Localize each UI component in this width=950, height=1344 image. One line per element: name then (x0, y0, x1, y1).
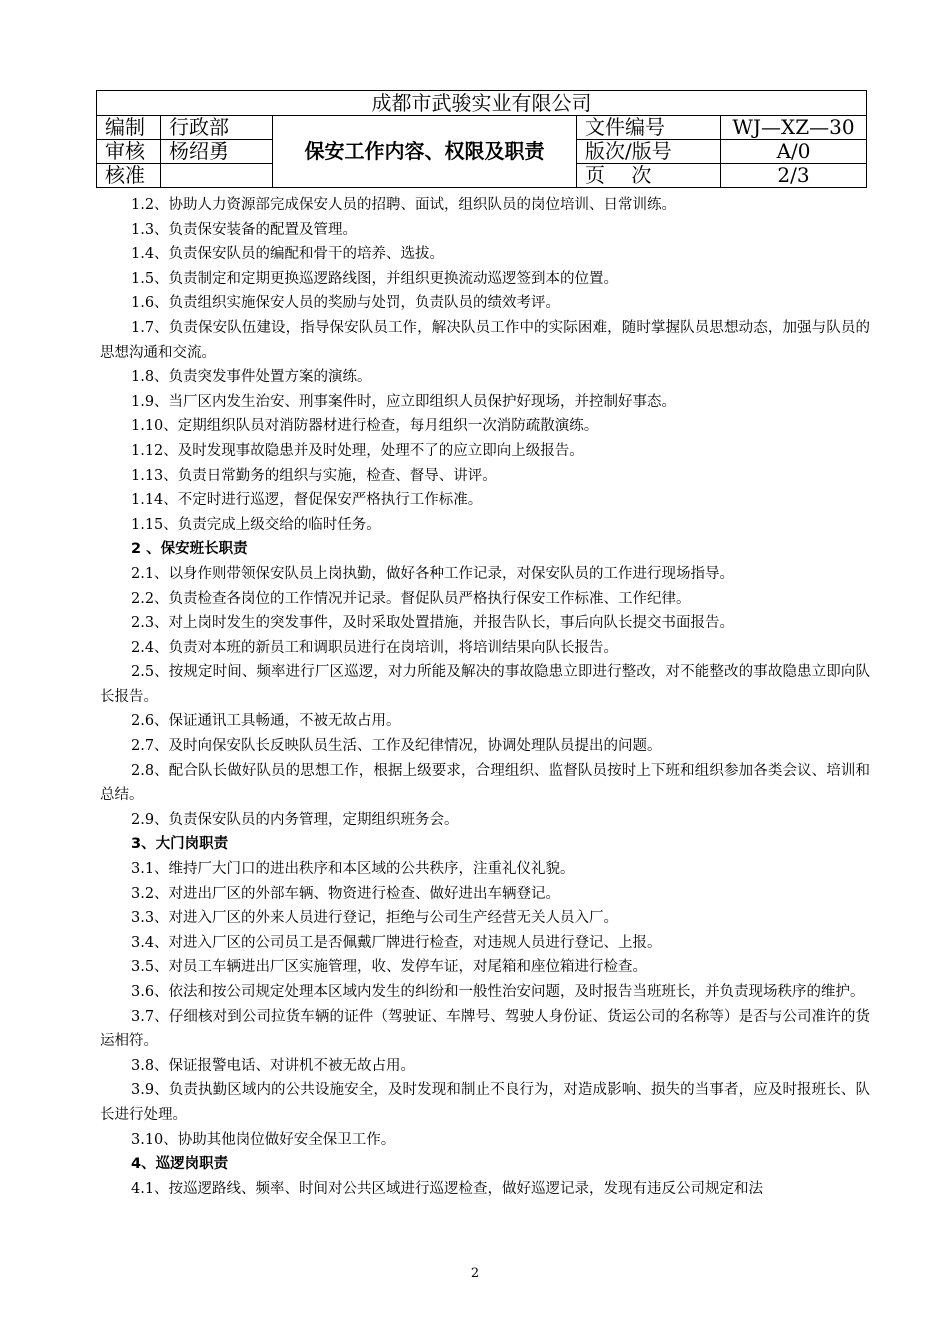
label-page: 页 次 (577, 164, 721, 188)
duty-item: 3.9、负责执勤区域内的公共设施安全，及时发现和制止不良行为，对造成影响、损失的当事者，应及时报班长、队长进行处理。 (100, 1082, 870, 1123)
duty-item: 1.8、负责突发事件处置方案的演练。 (131, 369, 372, 386)
duty-item: 2.1、以身作则带领保安队员上岗执勤，做好各种工作记录，对保安队员的工作进行现场指导。 (131, 565, 735, 582)
duty-item: 1.5、负责制定和定期更换巡逻路线图，并组织更换流动巡逻签到本的位置。 (131, 270, 619, 287)
duty-item: 3.4、对进入厂区的公司员工是否佩戴厂牌进行检查，对违规人员进行登记、上报。 (131, 934, 662, 951)
duty-item: 2.2、负责检查各岗位的工作情况并记录。督促队员严格执行保安工作标准、工作纪律。 (131, 590, 691, 607)
duty-item: 4.1、按巡逻路线、频率、时间对公共区域进行巡逻检查，做好巡逻记录，发现有违反公司规定和法 (131, 1180, 764, 1197)
duty-item: 1.7、负责保安队伍建设，指导保安队员工作，解决队员工作中的实际困难，随时掌握队员思想动态，加强与队员的思想沟通和交流。 (100, 319, 870, 361)
duty-item: 3.1、维持厂大门口的进出秩序和本区域的公共秩序，注重礼仪礼貌。 (131, 861, 575, 878)
document-body (100, 193, 870, 1201)
company-name: 成都市武骏实业有限公司 (97, 91, 867, 116)
duty-item: 2.3、对上岗时发生的突发事件，及时采取处置措施，并报告队长，事后向队长提交书面报告。 (131, 615, 735, 632)
duty-item: 1.14、不定时进行巡逻，督促保安严格执行工作标准。 (131, 492, 483, 509)
duty-item: 2.6、保证通讯工具畅通，不被无故占用。 (131, 713, 401, 730)
duty-item: 3.6、依法和按公司规定处理本区域内发生的纠纷和一般性治安问题，及时报告当班班长，并负责现场秩序的维护。 (131, 984, 865, 1000)
duty-item: 1.13、负责日常勤务的组织与实施，检查、督导、讲评。 (131, 467, 497, 484)
duty-item: 3.7、仔细核对到公司拉货车辆的证件（驾驶证、车牌号、驾驶人身份证、货运公司的名称等）是否与公司准许的货运相符。 (100, 1008, 870, 1050)
duty-item: 1.12、及时发现事故隐患并及时处理，处理不了的应立即向上级报告。 (131, 442, 584, 459)
label-version: 版次/版号 (577, 140, 721, 164)
duty-item: 2.7、及时向保安队长反映队员生活、工作及纪律情况，协调处理队员提出的问题。 (131, 738, 662, 755)
document-title: 保安工作内容、权限及职责 (273, 116, 577, 188)
duty-item: 1.15、负责完成上级交给的临时任务。 (131, 516, 381, 533)
duty-item: 1.6、负责组织实施保安人员的奖励与处罚，负责队员的绩效考评。 (131, 295, 561, 312)
duty-item: 1.4、负责保安队员的编配和骨干的培养、选拔。 (131, 246, 445, 263)
label-prepared-by: 编制 (97, 116, 161, 140)
duty-item: 1.2、协助人力资源部完成保安人员的招聘、面试，组织队员的岗位培训、日常训练。 (131, 197, 677, 213)
value-document-number: WJ—XZ—30 (721, 116, 867, 140)
label-document-number: 文件编号 (577, 116, 721, 140)
value-page: 2/3 (721, 164, 867, 188)
duty-item: 1.9、当厂区内发生治安、刑事案件时，应立即组织人员保护好现场，并控制好事态。 (131, 393, 677, 410)
value-prepared-by: 行政部 (161, 116, 273, 140)
document-header-table (96, 90, 867, 188)
duty-item: 3.3、对进入厂区的外来人员进行登记，拒绝与公司生产经营无关人员入厂。 (131, 910, 619, 927)
duty-item: 2.4、负责对本班的新员工和调职员进行在岗培训，将培训结果向队长报告。 (131, 639, 619, 656)
duty-item: 1.10、定期组织队员对消防器材进行检查，每月组织一次消防疏散演练。 (131, 418, 599, 435)
label-reviewed-by: 审核 (97, 140, 161, 164)
duty-item: 3.10、协助其他岗位做好安全保卫工作。 (131, 1131, 396, 1148)
section-heading: 3、大门岗职责 (131, 836, 229, 853)
value-reviewed-by: 杨绍勇 (161, 140, 273, 164)
value-version: A/0 (721, 140, 867, 164)
duty-item: 3.2、对进出厂区的外部车辆、物资进行检查、做好进出车辆登记。 (131, 885, 561, 902)
duty-item: 3.5、对员工车辆进出厂区实施管理，收、发停车证，对尾箱和座位箱进行检查。 (131, 959, 648, 976)
duty-item: 2.5、按规定时间、频率进行厂区巡逻，对力所能及解决的事故隐患立即进行整改，对不能整改的事故隐患立即向队长报告。 (100, 664, 870, 705)
value-approved-by (161, 164, 273, 188)
section-heading: 4、巡逻岗职责 (131, 1156, 229, 1173)
page-number: 2 (470, 1266, 480, 1281)
section-heading: 2 、保安班长职责 (131, 541, 248, 558)
label-approved-by: 核准 (97, 164, 161, 188)
duty-item: 2.9、负责保安队员的内务管理，定期组织班务会。 (131, 811, 459, 828)
duty-item: 1.3、负责保安装备的配置及管理。 (131, 221, 358, 238)
duty-item: 3.8、保证报警电话、对讲机不被无故占用。 (131, 1057, 416, 1074)
duty-item: 2.8、配合队长做好队员的思想工作，根据上级要求，合理组织、监督队员按时上下班和组织参加各类会议、培训和总结。 (100, 762, 870, 804)
